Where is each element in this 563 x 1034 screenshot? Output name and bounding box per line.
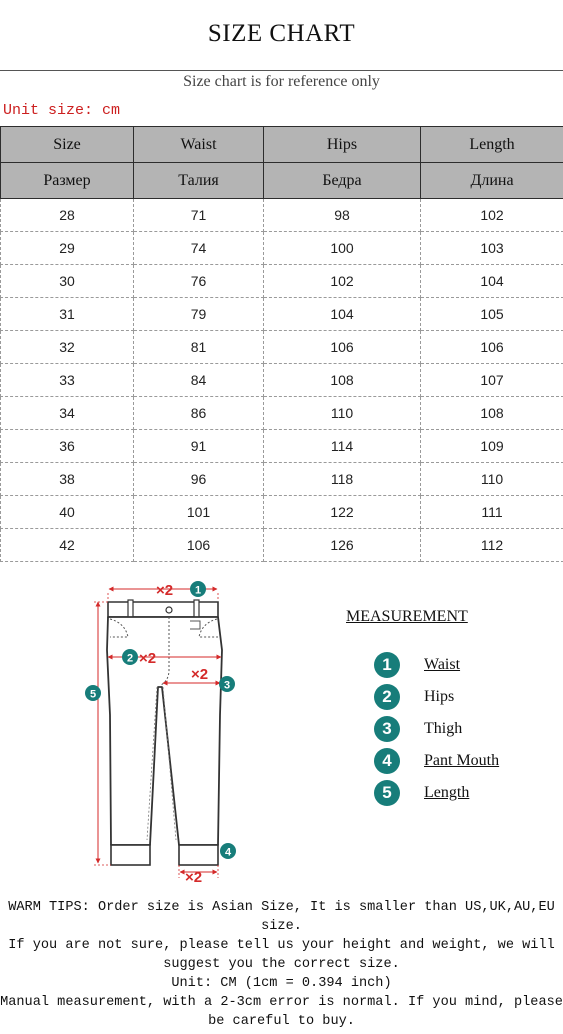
table-row [1,265,563,298]
table-row [1,298,563,331]
cell-size: 36 [1,430,134,463]
cell-size: 29 [1,232,134,265]
cell-waist: 96 [134,463,264,496]
cell-waist: 71 [134,199,264,232]
svg-text:5: 5 [89,688,97,701]
cell-length: 104 [421,265,563,298]
cell-waist: 101 [134,496,264,529]
legend-label-thigh: Thigh [424,720,463,737]
cell-hips: 102 [264,265,421,298]
cell-length: 107 [421,364,563,397]
cell-waist: 106 [134,529,264,562]
legend-badge-2: 2 [374,684,400,710]
cell-size: 30 [1,265,134,298]
cell-waist: 76 [134,265,264,298]
left-cuff [111,845,150,865]
header-hips: Hips [264,127,421,163]
cell-size: 33 [1,364,134,397]
header-size-ru: Размер [1,163,134,199]
cell-hips: 110 [264,397,421,430]
legend-item-thigh [374,714,499,744]
cell-hips: 126 [264,529,421,562]
cell-size: 40 [1,496,134,529]
cell-waist: 86 [134,397,264,430]
cell-length: 103 [421,232,563,265]
table-row [1,364,563,397]
badge-4 [220,843,236,859]
waist-times-two: ×2 [156,582,174,599]
size-table-body [1,199,563,562]
cell-length: 105 [421,298,563,331]
cell-length: 108 [421,397,563,430]
legend-badge-5: 5 [374,780,400,806]
header-length: Length [421,127,563,163]
table-row [1,331,563,364]
header-waist: Waist [134,127,264,163]
cell-hips: 106 [264,331,421,364]
badge-5 [85,685,101,701]
page-title: SIZE CHART [207,20,356,47]
cell-waist: 81 [134,331,264,364]
header-size: Size [1,127,134,163]
legend-label-length: Length [424,784,470,801]
table-row [1,529,563,562]
tips-line-advice: If you are not sure, please tell us your height and weight, we will suggest you the correct size. [8,938,555,972]
badge-3 [219,676,235,692]
svg-text:3: 3 [223,679,231,692]
cell-length: 111 [421,496,563,529]
cell-size: 34 [1,397,134,430]
hips-times-two: ×2 [139,650,157,667]
table-row [1,463,563,496]
legend-label-pant-mouth: Pant Mouth [424,752,500,769]
header-row-english [1,127,563,163]
cell-hips: 118 [264,463,421,496]
warm-tips [0,898,563,1031]
size-table [0,126,563,562]
tips-line-unit: Unit: CM (1cm = 0.394 inch) [171,976,392,991]
pants-diagram [70,575,250,890]
cell-length: 109 [421,430,563,463]
cell-size: 32 [1,331,134,364]
table-row [1,496,563,529]
table-row [1,199,563,232]
cell-waist: 84 [134,364,264,397]
legend-label-hips: Hips [424,688,455,705]
cell-size: 28 [1,199,134,232]
cell-size: 38 [1,463,134,496]
header-length-ru: Длина [421,163,563,199]
table-row [1,430,563,463]
legend-badge-4: 4 [374,748,400,774]
cell-hips: 100 [264,232,421,265]
cell-waist: 91 [134,430,264,463]
thigh-times-two: ×2 [191,666,209,683]
svg-text:1: 1 [194,584,202,597]
mouth-times-two: ×2 [185,869,203,886]
legend-item-waist [374,650,499,680]
cell-length: 110 [421,463,563,496]
legend-item-hips [374,682,499,712]
cell-hips: 98 [264,199,421,232]
header-waist-ru: Талия [134,163,264,199]
measurement-title: MEASUREMENT [346,608,468,625]
legend-item-pant-mouth [374,746,499,776]
cell-size: 31 [1,298,134,331]
legend-label-waist: Waist [424,656,461,673]
legend-badge-1: 1 [374,652,400,678]
cell-length: 106 [421,331,563,364]
pants-outline [107,617,222,845]
table-row [1,397,563,430]
reference-note: Size chart is for reference only [183,73,380,90]
header-hips-ru: Бедра [264,163,421,199]
badge-2 [122,649,138,665]
cell-size: 42 [1,529,134,562]
waist-button [166,607,172,613]
tips-line-error: Manual measurement, with a 2-3cm error is normal. If you mind, please be careful to buy. [0,995,563,1029]
pants-waistband [108,602,218,617]
cell-hips: 108 [264,364,421,397]
right-cuff [179,845,218,865]
cell-hips: 114 [264,430,421,463]
cell-length: 112 [421,529,563,562]
svg-text:4: 4 [224,846,232,859]
title-divider [0,70,563,71]
svg-text:2: 2 [126,652,134,665]
badge-1 [190,581,206,597]
cell-hips: 122 [264,496,421,529]
legend-item-length [374,778,499,808]
unit-size-label: Unit size: cm [3,102,121,119]
header-row-russian [1,163,563,199]
cell-length: 102 [421,199,563,232]
measurement-legend [374,650,499,800]
cell-waist: 74 [134,232,264,265]
table-row [1,232,563,265]
legend-badge-3: 3 [374,716,400,742]
cell-waist: 79 [134,298,264,331]
cell-hips: 104 [264,298,421,331]
tips-line-asian-size: WARM TIPS: Order size is Asian Size, It is smaller than US,UK,AU,EU size. [8,900,555,934]
